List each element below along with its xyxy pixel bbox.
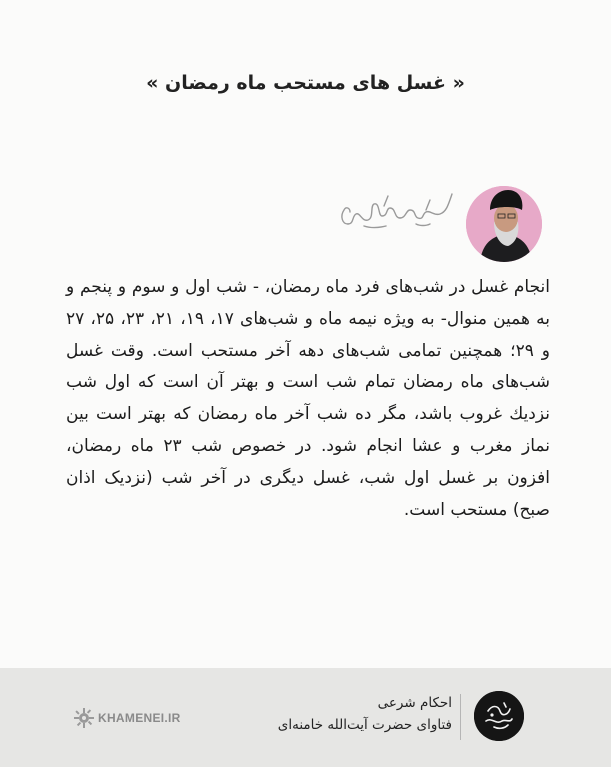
gear-emblem-icon xyxy=(74,708,94,728)
site-name: KHAMENEI.IR xyxy=(98,711,181,725)
ruling-text xyxy=(66,272,550,526)
ruling-paragraph: انجام غسل در شب‌های فرد ماه رمضان، - شب اول و سوم و پنجم و به همین منوال- به ویژه نیمه ماه و شب‌های ۱۷، ۱۹، ۲۱، ۲۳، ۲۵، ۲۷ و ۲۹؛ همچنین تمامی شب‌های دهه آخر مستحب است. وقت غسل شب‌های ماه رمضان تمام شب است و بهتر آن است که اول شب نزدیك غروب باشد، مگر ده شب آخر ماه رمضان كه بهتر است بین نماز مغرب و عشا انجام شود. در خصوص شب ۲۳ ماه رمضان، افزون بر غسل اول شب، غسل دیگری در آخر شب (نزدیک اذان صبح) مستحب است. xyxy=(66,277,550,520)
footer-caption xyxy=(220,692,452,736)
site-brand[interactable] xyxy=(74,706,181,730)
footer-line-fatawa: فتاوای حضرت آیت‌الله خامنه‌ای xyxy=(277,717,452,733)
fiqh-logo xyxy=(474,691,524,741)
footer-line-ahkam: احکام شرعی xyxy=(377,695,452,711)
footer-bar xyxy=(0,668,611,767)
footer-divider xyxy=(460,694,461,740)
portrait-avatar xyxy=(466,186,542,262)
page-title: « غسل های مستحب ماه رمضان » xyxy=(146,72,465,94)
basmala-signature xyxy=(330,188,460,232)
